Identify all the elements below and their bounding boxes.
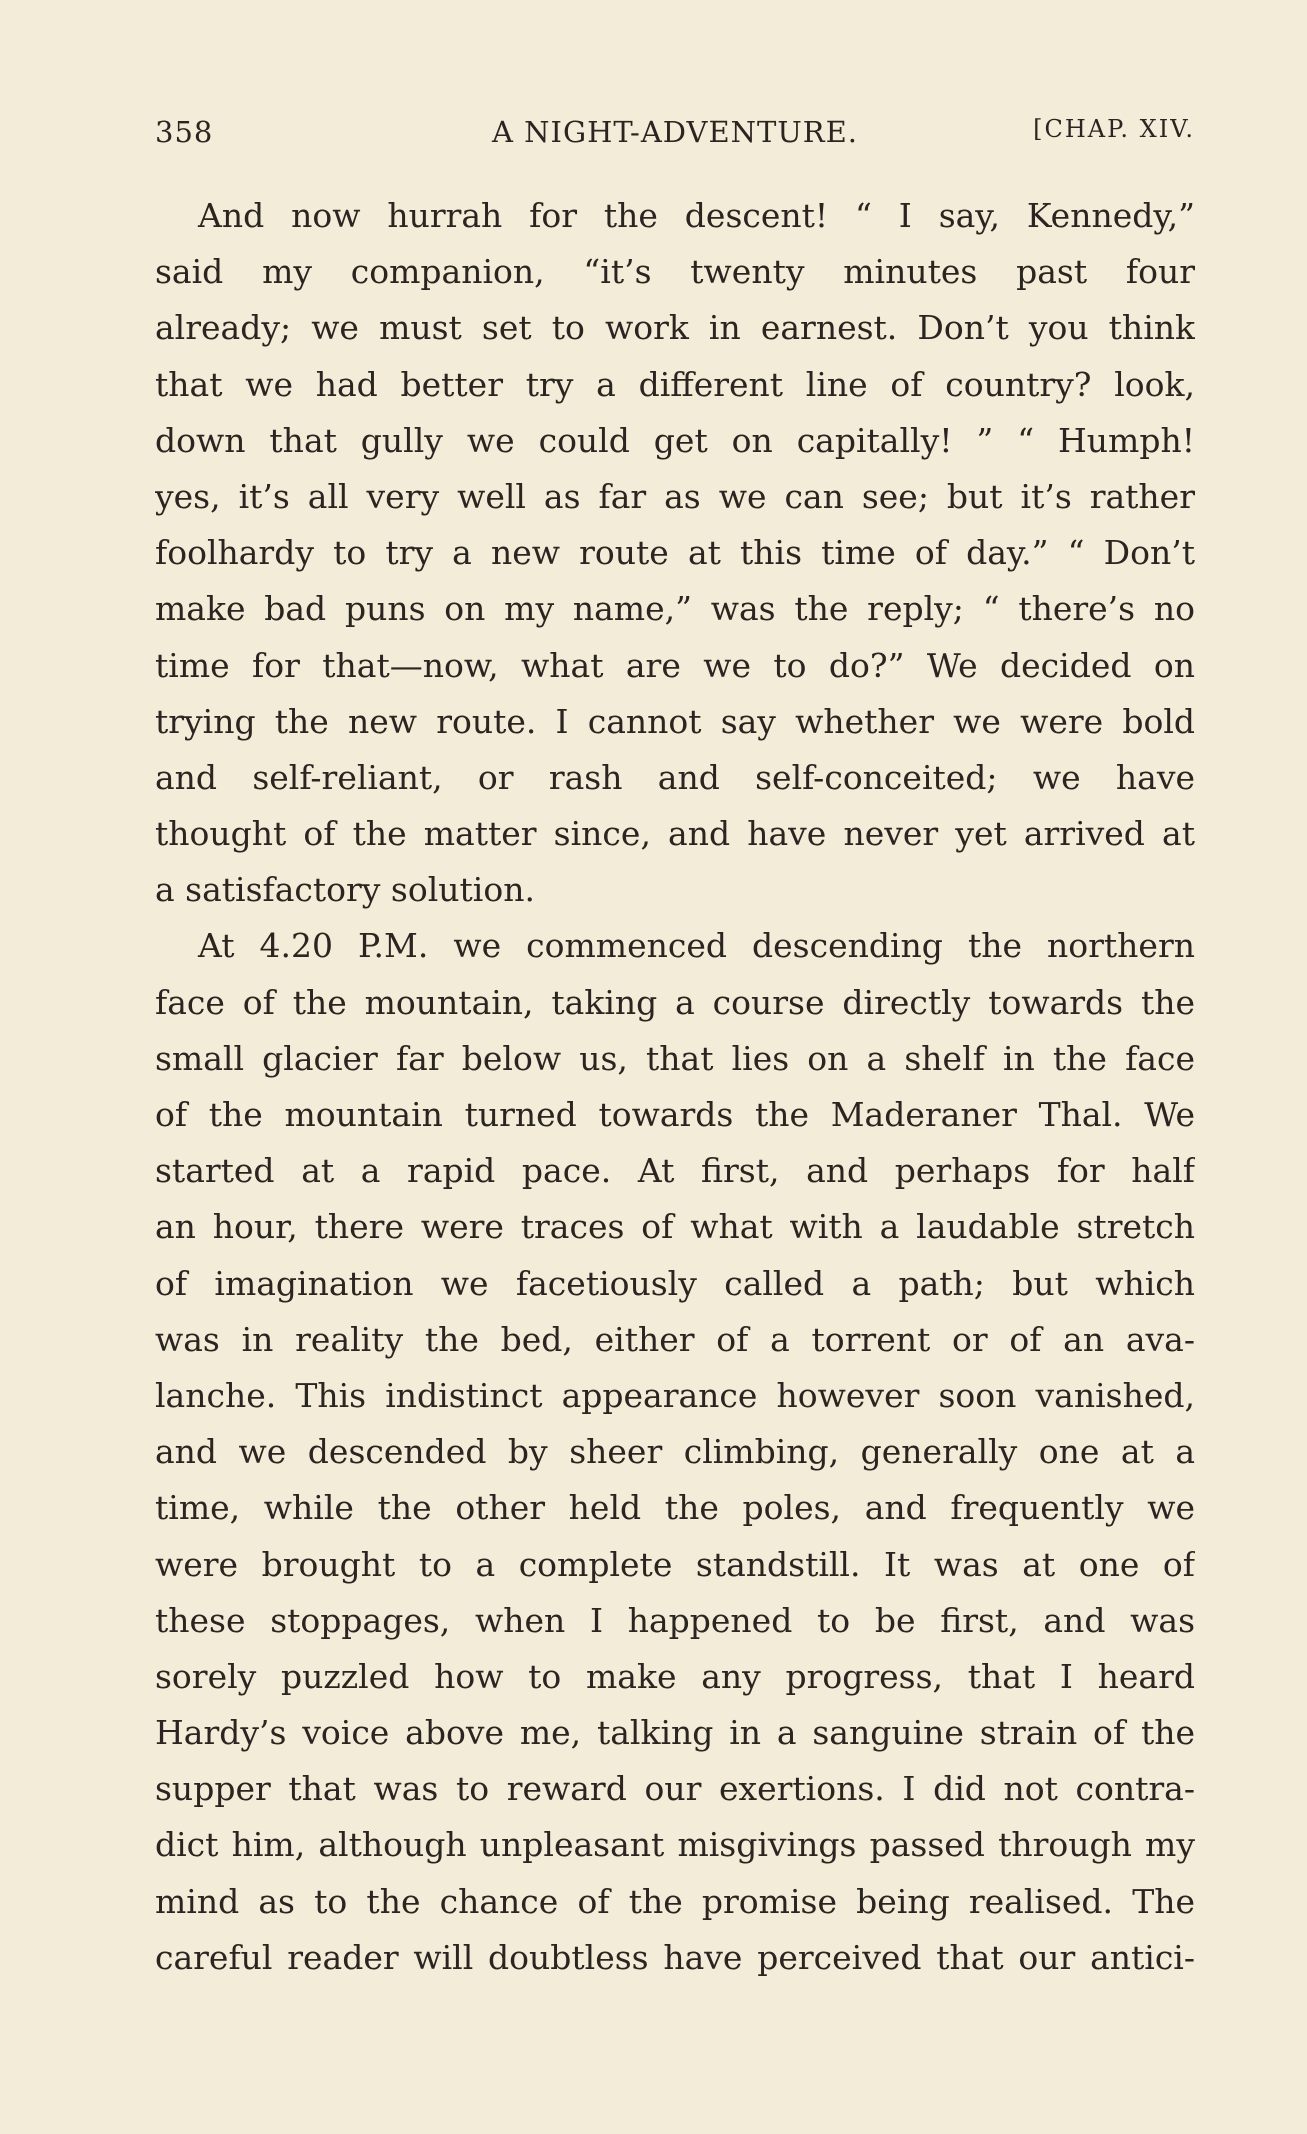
text-line: of the mountain turned towards the Maderaner Thal. We (155, 1095, 1195, 1134)
text-line: these stoppages, when I happened to be first, and was (155, 1600, 1195, 1640)
text-line: trying the new route. I cannot say whether we were bold (155, 701, 1195, 741)
text-line: dict him, although unpleasant misgivings passed through my (155, 1825, 1195, 1865)
chapter-reference: [CHAP. XIV. (1033, 115, 1195, 143)
text-line: face of the mountain, taking a course directly towards the (155, 982, 1195, 1022)
text-line: an hour, there were traces of what with a laudable stretch (155, 1207, 1195, 1247)
text-line: and we descended by sheer climbing, generally one at a (155, 1432, 1195, 1472)
text-line: And now hurrah for the descent! “ I say, Kennedy,” (198, 196, 1195, 235)
text-line: already; we must set to work in earnest. Don’t you think (155, 308, 1195, 348)
text-line: were brought to a complete standstill. It was at one of (155, 1544, 1195, 1584)
text-line: Hardy’s voice above me, talking in a sanguine strain of the (155, 1713, 1195, 1753)
text-line: mind as to the chance of the promise being realised. The (155, 1881, 1195, 1921)
text-line: a satisfactory solution. (155, 870, 535, 910)
text-line: down that gully we could get on capitally! ” “ Humph! (155, 420, 1195, 460)
text-line: small glacier far below us, that lies on a shelf in the face (155, 1038, 1195, 1078)
body-text (155, 188, 1195, 1986)
text-line: of imagination we facetiously called a path; but which (155, 1263, 1195, 1303)
page-number: 358 (155, 115, 214, 149)
text-line: careful reader will doubtless have perceived that our antici- (155, 1937, 1195, 1977)
text-line: foolhardy to try a new route at this time of day.” “ Don’t (155, 533, 1195, 573)
text-line: At 4.20 P.M. we commenced descending the northern (198, 926, 1195, 966)
text-line: said my companion, “it’s twenty minutes past four (155, 252, 1195, 292)
text-line: yes, it’s all very well as far as we can see; but it’s rather (155, 476, 1195, 516)
text-line: that we had better try a different line of country? look, (155, 364, 1195, 404)
text-line: time for that—now, what are we to do?” We decided on (155, 645, 1195, 685)
text-line: thought of the matter since, and have never yet arrived at (155, 814, 1195, 854)
text-line: sorely puzzled how to make any progress, that I heard (155, 1656, 1195, 1696)
running-head (155, 115, 1195, 155)
text-line: time, while the other held the poles, and frequently we (155, 1488, 1195, 1528)
text-line: and self-reliant, or rash and self-conceited; we have (155, 757, 1195, 797)
text-line: supper that was to reward our exertions. I did not contra- (155, 1769, 1195, 1809)
text-line: was in reality the bed, either of a torrent or of an ava- (155, 1319, 1195, 1359)
text-line: lanche. This indistinct appearance however soon vanished, (155, 1375, 1195, 1415)
text-line: make bad puns on my name,” was the reply; “ there’s no (155, 589, 1195, 629)
text-line: started at a rapid pace. At first, and perhaps for half (155, 1151, 1195, 1191)
running-title: A NIGHT-ADVENTURE. (491, 115, 859, 149)
